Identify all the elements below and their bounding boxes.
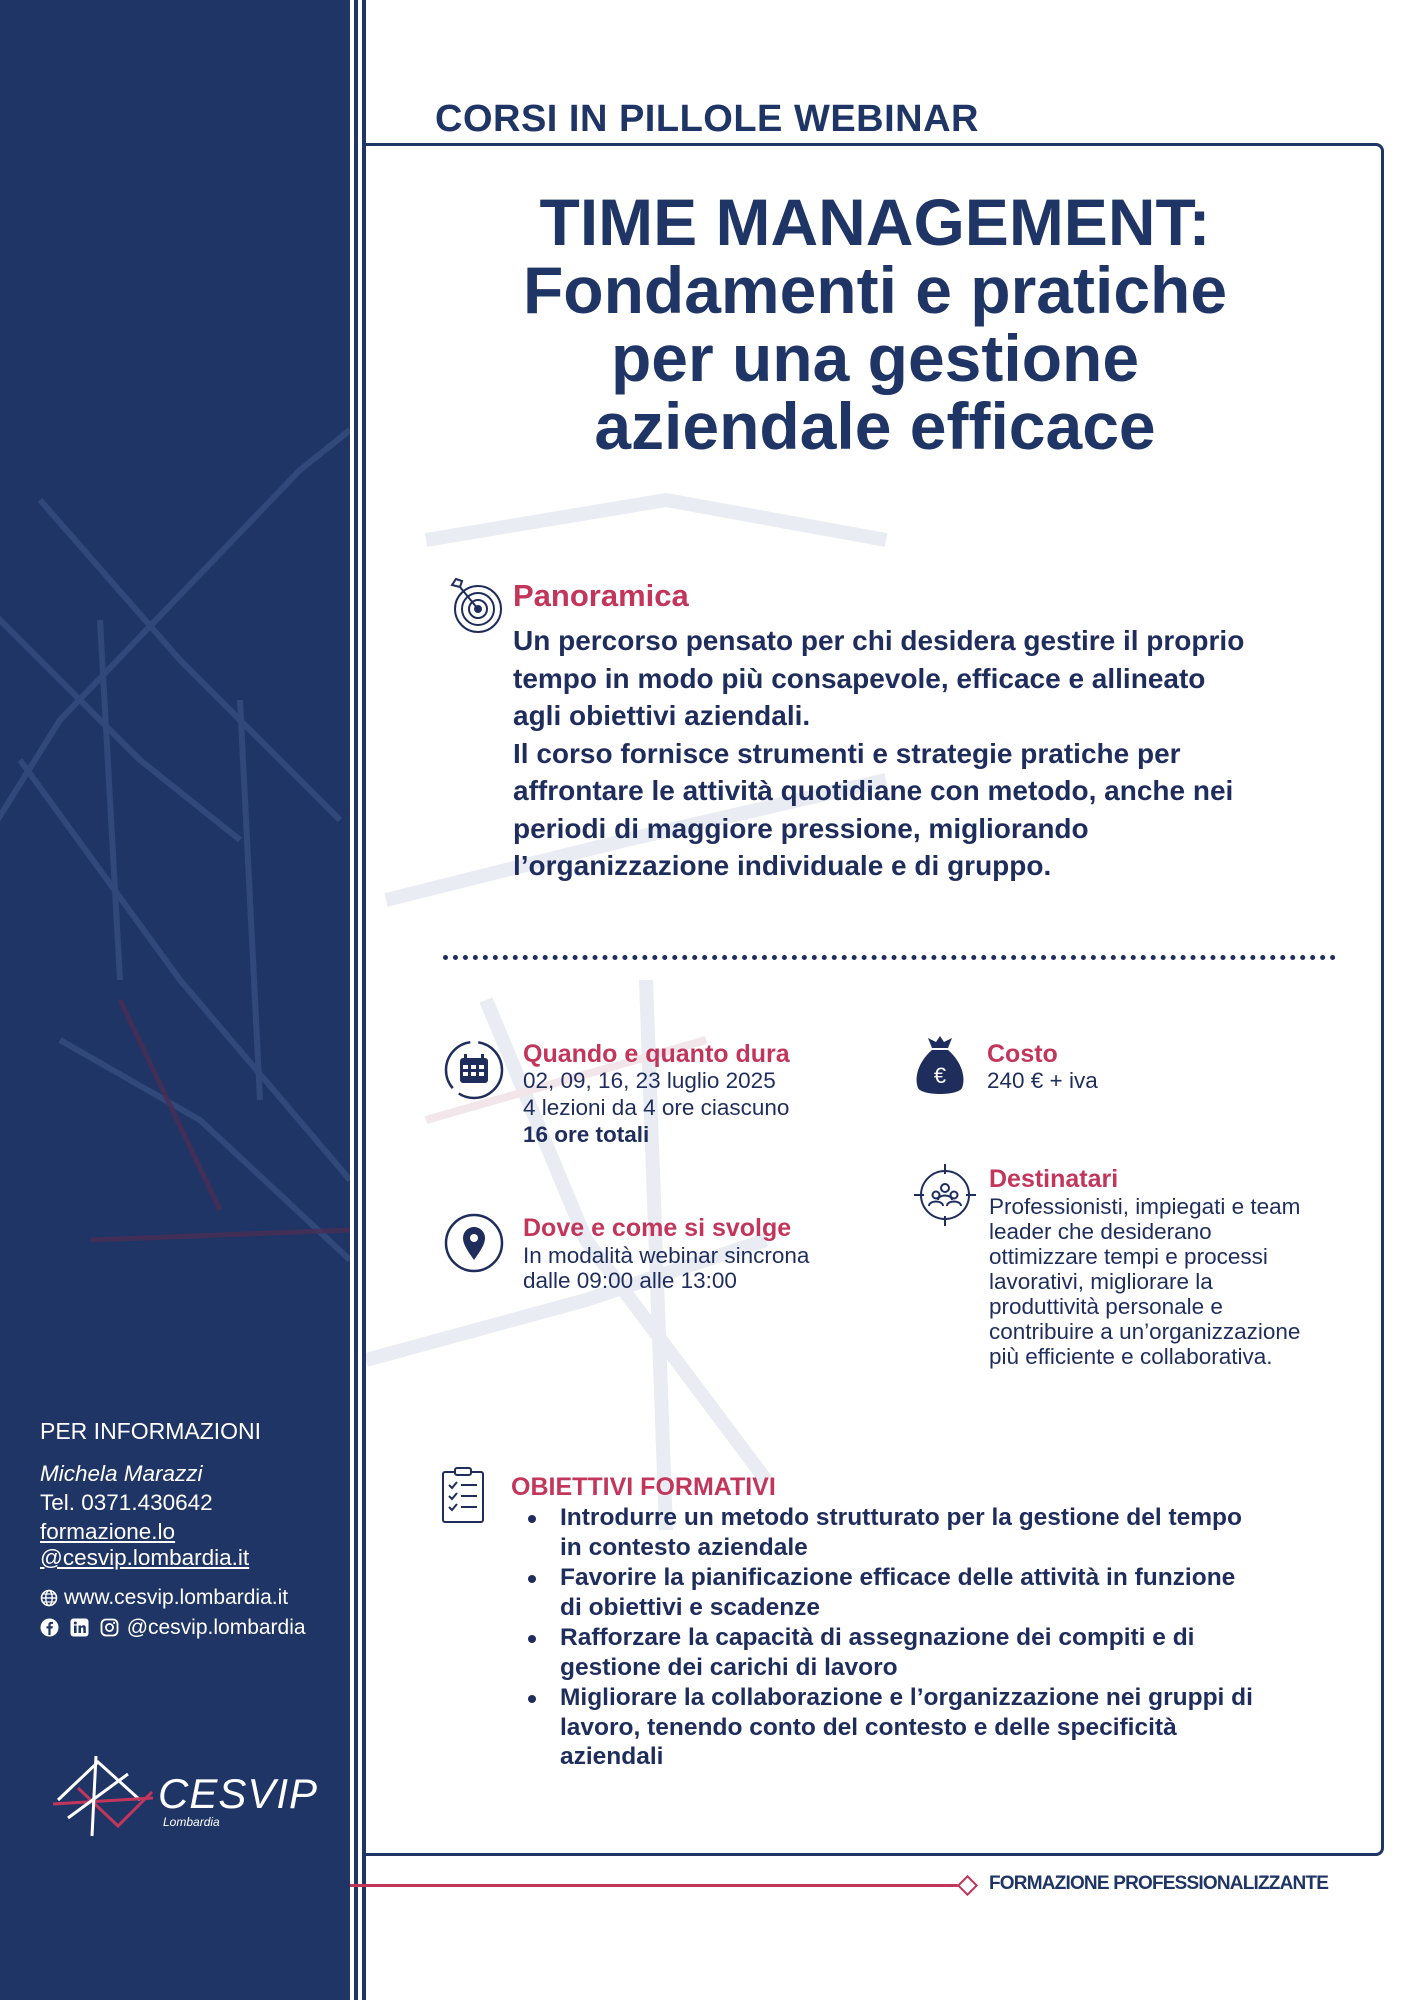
- obiettivi-list: [513, 1503, 1343, 1773]
- facebook-icon[interactable]: [40, 1618, 59, 1637]
- divider-line: [354, 0, 358, 2000]
- text-line: affrontare le attività quotidiane con metodo, anche nei: [513, 775, 1234, 806]
- item-line: Introdurre un metodo strutturato per la gestione del tempo: [560, 1504, 1242, 1531]
- destinatari-title: Destinatari: [989, 1165, 1119, 1193]
- footer-line: [350, 1884, 970, 1887]
- list-item: [513, 1683, 1343, 1772]
- text-line: Un percorso pensato per chi desidera gestire il proprio: [513, 625, 1245, 656]
- dotted-divider: [443, 955, 1336, 960]
- item-line: Migliorare la collaborazione e l’organizzazione nei gruppi di: [560, 1684, 1253, 1711]
- item-line: Favorire la pianificazione efficace delle attività in funzione: [560, 1564, 1236, 1591]
- contact-heading: PER INFORMAZIONI: [40, 1418, 262, 1444]
- costo-value: 240 € + iva: [987, 1068, 1098, 1093]
- text-line: Il corso fornisce strumenti e strategie pratiche per: [513, 737, 1181, 769]
- text-line: periodi di maggiore pressione, migliorando: [513, 812, 1089, 844]
- location-pin-icon: [443, 1212, 505, 1274]
- bullet: [528, 1635, 536, 1643]
- list-item: [513, 1623, 1343, 1682]
- contact-name: Michela Marazzi: [40, 1461, 203, 1486]
- quando-text: [523, 1067, 789, 1148]
- quando-total: 16 ore totali: [523, 1122, 650, 1147]
- costo-title: Costo: [987, 1040, 1058, 1068]
- text-line: l’organizzazione individuale e di gruppo.: [513, 850, 1052, 881]
- item-line: Rafforzare la capacità di assegnazione dei compiti e di: [560, 1624, 1195, 1651]
- bullet: [528, 1575, 536, 1583]
- website-row[interactable]: [40, 1586, 288, 1610]
- list-item: [513, 1563, 1343, 1622]
- item-line: aziendali: [560, 1743, 664, 1770]
- title-line: per una gestione: [610, 321, 1140, 395]
- dove-title: Dove e come si svolge: [523, 1214, 792, 1242]
- checklist-icon: [440, 1466, 488, 1526]
- contact-phone[interactable]: Tel. 0371.430642: [40, 1490, 213, 1515]
- dove-line: dalle 09:00 alle 13:00: [523, 1268, 737, 1293]
- quando-dates: 02, 09, 16, 23 luglio 2025: [523, 1068, 776, 1093]
- quando-title: Quando e quanto dura: [523, 1040, 790, 1068]
- course-category: CORSI IN PILLOLE WEBINAR: [435, 98, 979, 140]
- bullet: [528, 1695, 536, 1703]
- logo-sub: Lombardia: [163, 1815, 220, 1829]
- email-line-1[interactable]: formazione.lo: [40, 1519, 176, 1544]
- dove-text: [523, 1243, 809, 1293]
- panoramica-text: [513, 622, 1333, 885]
- cesvip-logo-mark: [48, 1748, 158, 1840]
- title-line: Fondamenti e pratiche: [522, 253, 1228, 327]
- dove-line: In modalità webinar sincrona: [523, 1243, 810, 1268]
- destinatari-line: ottimizzare tempi e processi: [989, 1244, 1268, 1269]
- text-line: agli obiettivi aziendali.: [513, 700, 811, 731]
- contact-email[interactable]: [40, 1519, 249, 1571]
- panoramica-paragraph: [513, 735, 1333, 885]
- footer-diamond: [957, 1875, 978, 1896]
- list-item: [513, 1503, 1343, 1562]
- panoramica-paragraph: [513, 622, 1333, 735]
- footer-label: FORMAZIONE PROFESSIONALIZZANTE: [989, 1873, 1329, 1894]
- item-line: di obiettivi e scadenze: [560, 1593, 821, 1621]
- target-icon: [448, 575, 506, 637]
- svg-text:€: €: [933, 1063, 947, 1088]
- sidebar-decoration: [0, 0, 350, 2000]
- destinatari-line: lavorativi, migliorare la: [989, 1269, 1213, 1294]
- quando-lessons: 4 lezioni da 4 ore ciascuno: [523, 1095, 790, 1120]
- logo-name: CESVIP: [158, 1770, 319, 1817]
- social-row[interactable]: [40, 1616, 306, 1640]
- website-link[interactable]: www.cesvip.lombardia.it: [64, 1586, 289, 1609]
- destinatari-text: [989, 1194, 1369, 1369]
- item-line: lavoro, tenendo conto del contesto e delle specificità: [560, 1713, 1177, 1741]
- title-line: TIME MANAGEMENT:: [539, 185, 1211, 259]
- instagram-icon[interactable]: [100, 1618, 119, 1637]
- destinatari-line: leader che desiderano: [989, 1219, 1212, 1244]
- money-bag-icon: [912, 1034, 968, 1100]
- destinatari-line: contribuire a un’organizzazione: [989, 1319, 1301, 1344]
- sidebar: [0, 0, 350, 2000]
- calendar-icon: [443, 1039, 505, 1101]
- globe-icon: [40, 1589, 58, 1607]
- group-target-icon: [912, 1162, 978, 1228]
- bullet: [528, 1515, 536, 1523]
- item-line: gestione dei carichi di lavoro: [560, 1653, 898, 1681]
- destinatari-line: produttività personale e: [989, 1294, 1223, 1319]
- text-line: tempo in modo più consapevole, efficace e allineato: [513, 662, 1206, 694]
- destinatari-line: Professionisti, impiegati e team: [989, 1194, 1301, 1219]
- social-handle[interactable]: @cesvip.lombardia: [126, 1616, 306, 1639]
- item-line: in contesto aziendale: [560, 1533, 808, 1561]
- course-title: [366, 185, 1384, 463]
- title-line: aziendale efficace: [594, 389, 1156, 463]
- destinatari-line: più efficiente e collaborativa.: [989, 1344, 1273, 1369]
- obiettivi-title: OBIETTIVI FORMATIVI: [511, 1473, 776, 1501]
- email-line-2[interactable]: @cesvip.lombardia.it: [40, 1545, 250, 1570]
- linkedin-icon[interactable]: [70, 1618, 89, 1637]
- panoramica-title: Panoramica: [513, 578, 689, 613]
